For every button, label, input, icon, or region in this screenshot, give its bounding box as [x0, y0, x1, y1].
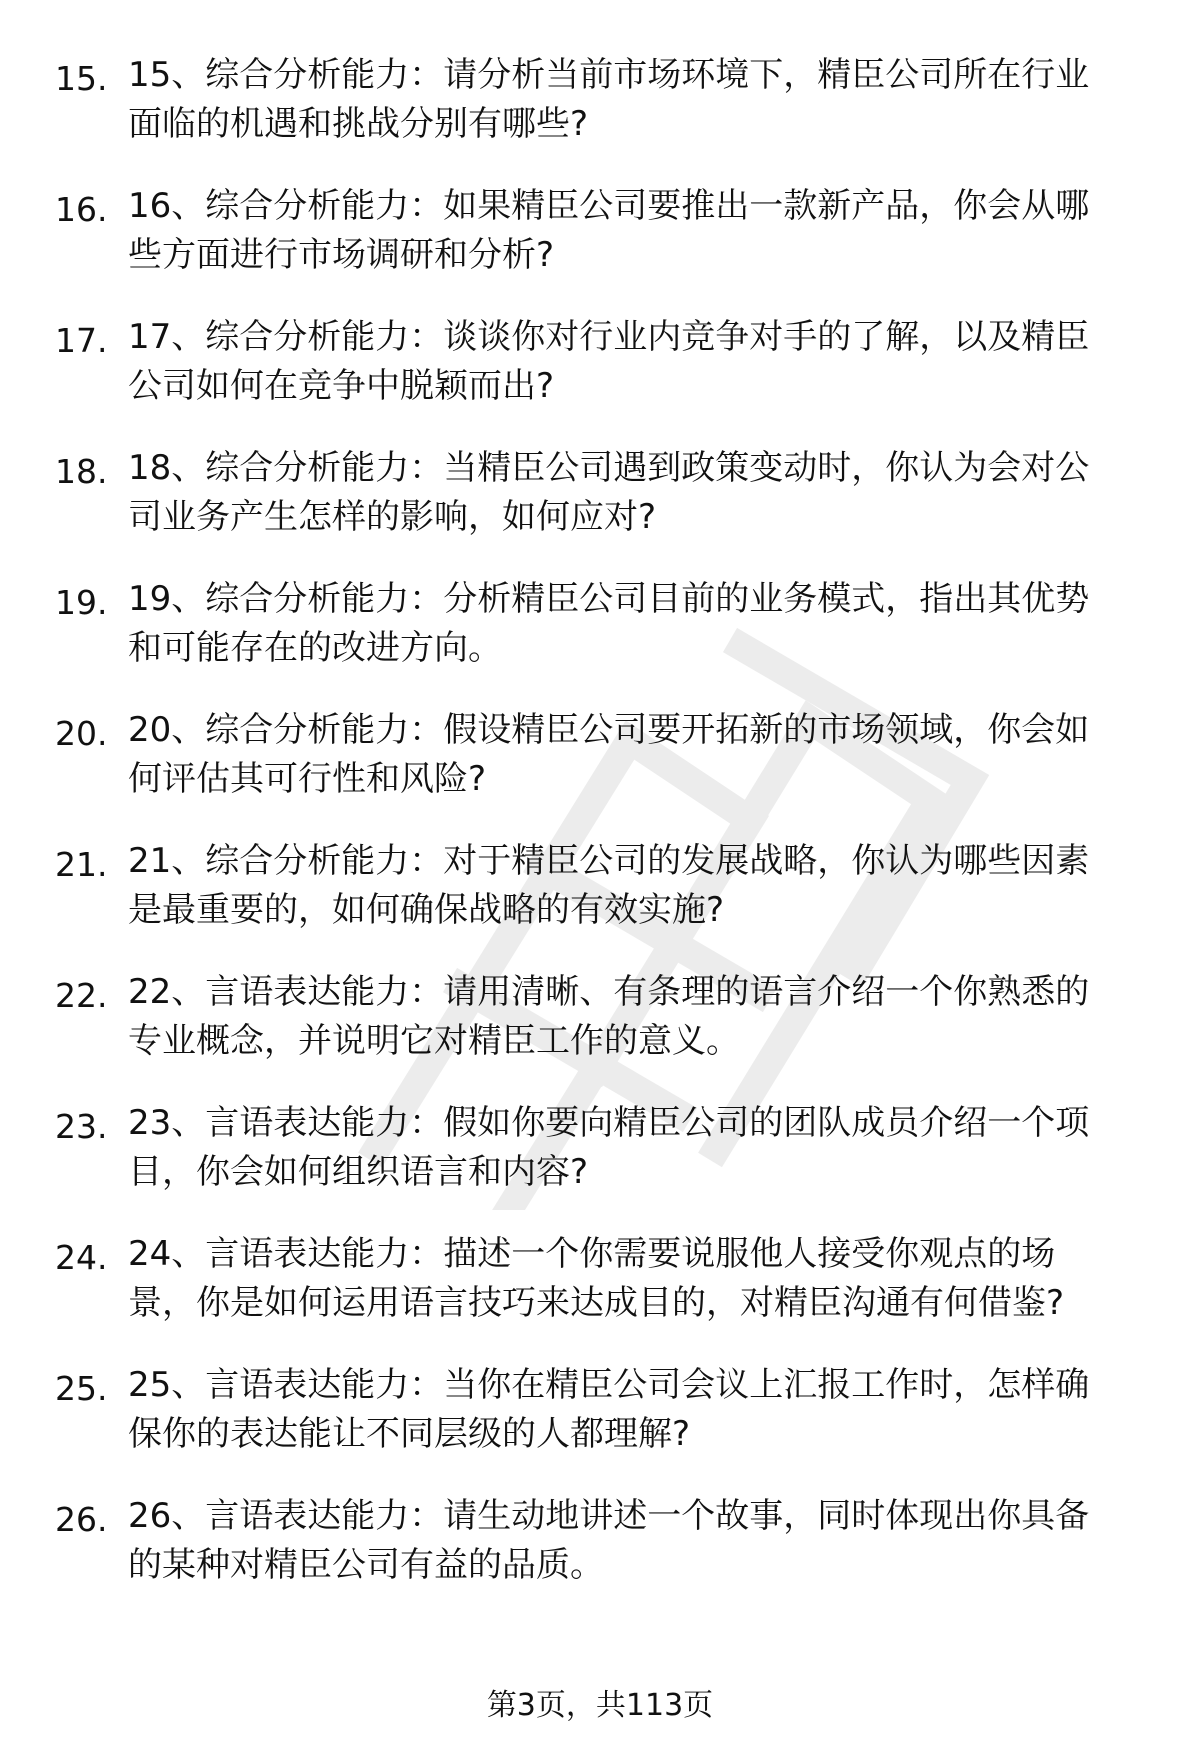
item-number: 26.: [55, 1500, 108, 1539]
question-text-line-1: 21、综合分析能力：对于精臣公司的发展战略，你认为哪些因素: [128, 841, 1090, 881]
question-text-line-2: 公司如何在竞争中脱颖而出?: [128, 366, 555, 406]
page-number-footer: 第3页，共113页: [486, 1688, 714, 1723]
question-text-line-2: 专业概念，并说明它对精臣工作的意义。: [128, 1021, 740, 1061]
list-item: [0, 1493, 1200, 1624]
question-text-line-1: 24、言语表达能力：描述一个你需要说服他人接受你观点的场: [128, 1234, 1056, 1274]
item-number: 25.: [55, 1369, 108, 1408]
list-item: [0, 838, 1200, 969]
item-number: 17.: [55, 321, 108, 360]
question-text-line-2: 保你的表达能让不同层级的人都理解?: [128, 1414, 691, 1454]
item-number: 21.: [55, 845, 108, 884]
list-item: [0, 576, 1200, 707]
item-number: 16.: [55, 190, 108, 229]
question-text-line-1: 20、综合分析能力：假设精臣公司要开拓新的市场领域，你会如: [128, 710, 1090, 750]
list-item: [0, 707, 1200, 838]
question-list: [0, 52, 1200, 1624]
question-text-line-2: 景，你是如何运用语言技巧来达成目的，对精臣沟通有何借鉴?: [128, 1283, 1065, 1323]
question-text-line-2: 和可能存在的改进方向。: [128, 628, 502, 668]
list-item: [0, 183, 1200, 314]
item-number: 22.: [55, 976, 108, 1015]
list-item: [0, 314, 1200, 445]
question-text-line-2: 的某种对精臣公司有益的品质。: [128, 1545, 604, 1585]
question-text-line-2: 是最重要的，如何确保战略的有效实施?: [128, 890, 725, 930]
question-text-line-1: 17、综合分析能力：谈谈你对行业内竞争对手的了解，以及精臣: [128, 317, 1090, 357]
item-number: 18.: [55, 452, 108, 491]
list-item: [0, 1362, 1200, 1493]
question-text-line-1: 23、言语表达能力：假如你要向精臣公司的团队成员介绍一个项: [128, 1103, 1090, 1143]
question-text-line-2: 些方面进行市场调研和分析?: [128, 235, 555, 275]
item-number: 24.: [55, 1238, 108, 1277]
question-text-line-1: 25、言语表达能力：当你在精臣公司会议上汇报工作时，怎样确: [128, 1365, 1090, 1405]
list-item: [0, 969, 1200, 1100]
question-text-line-1: 18、综合分析能力：当精臣公司遇到政策变动时，你认为会对公: [128, 448, 1090, 488]
item-number: 19.: [55, 583, 108, 622]
list-item: [0, 445, 1200, 576]
item-number: 23.: [55, 1107, 108, 1146]
question-text-line-1: 19、综合分析能力：分析精臣公司目前的业务模式，指出其优势: [128, 579, 1090, 619]
item-number: 20.: [55, 714, 108, 753]
question-text-line-1: 22、言语表达能力：请用清晰、有条理的语言介绍一个你熟悉的: [128, 972, 1090, 1012]
list-item: [0, 52, 1200, 183]
list-item: [0, 1231, 1200, 1362]
question-text-line-1: 15、综合分析能力：请分析当前市场环境下，精臣公司所在行业: [128, 55, 1090, 95]
question-text-line-1: 16、综合分析能力：如果精臣公司要推出一款新产品，你会从哪: [128, 186, 1090, 226]
question-text-line-2: 目，你会如何组织语言和内容?: [128, 1152, 589, 1192]
question-text-line-2: 面临的机遇和挑战分别有哪些?: [128, 104, 589, 144]
question-text-line-1: 26、言语表达能力：请生动地讲述一个故事，同时体现出你具备: [128, 1496, 1090, 1536]
list-item: [0, 1100, 1200, 1231]
question-text-line-2: 司业务产生怎样的影响，如何应对?: [128, 497, 657, 537]
item-number: 15.: [55, 59, 108, 98]
question-text-line-2: 何评估其可行性和风险?: [128, 759, 487, 799]
